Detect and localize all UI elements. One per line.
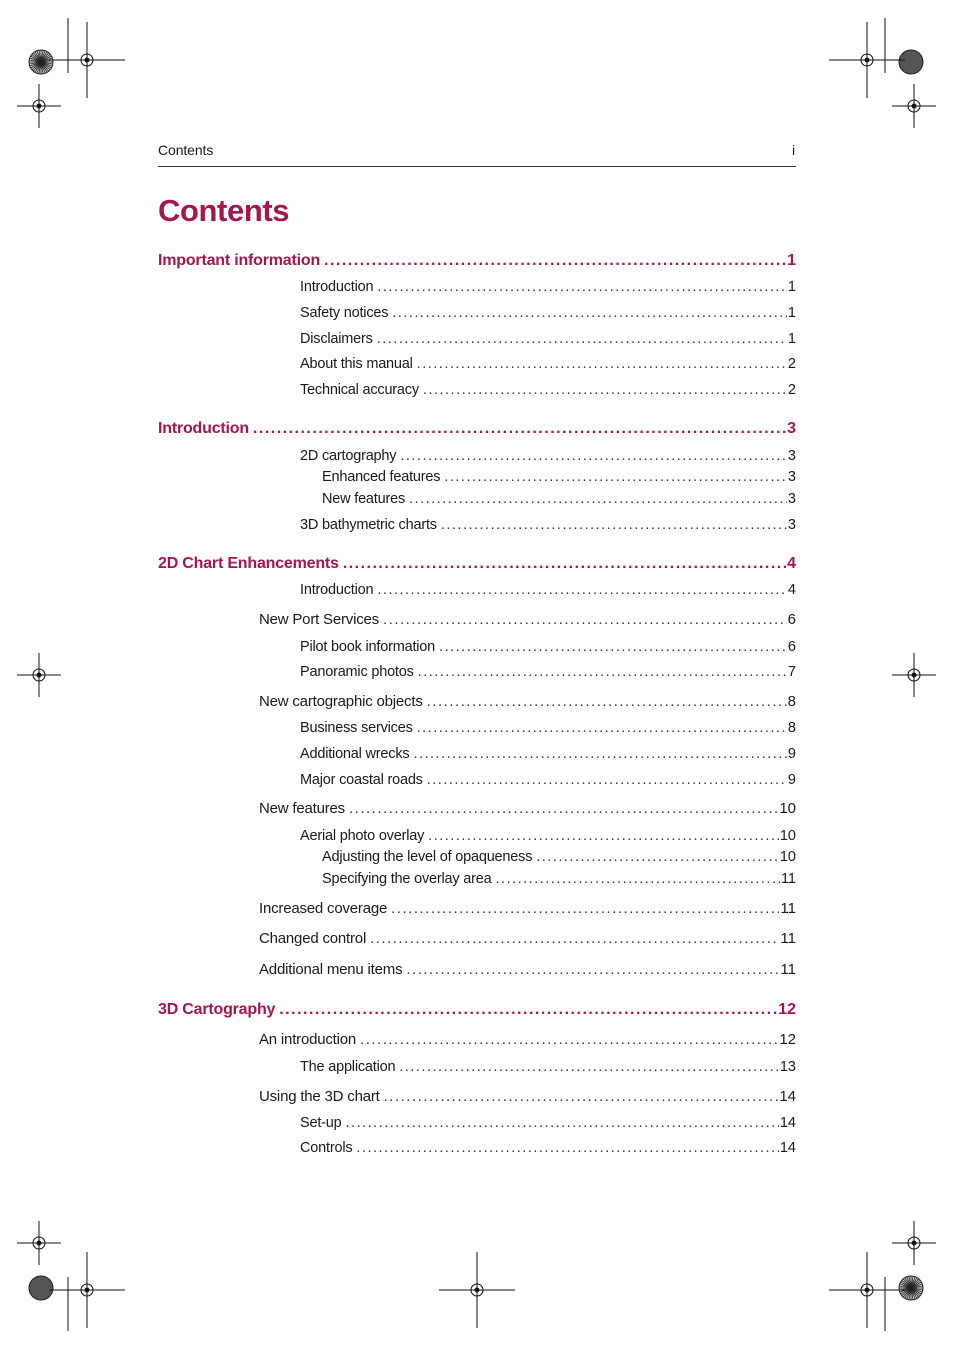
toc-entry-title: 3D Cartography — [158, 1001, 276, 1018]
toc-leader-dots — [324, 252, 786, 270]
toc-leader-dots — [413, 746, 786, 762]
toc-leader-dots — [391, 900, 779, 917]
toc-entry[interactable] — [300, 331, 796, 353]
toc-entry-title: Increased coverage — [259, 900, 388, 917]
toc-entry-page: 1 — [787, 279, 796, 295]
toc-entry-page: 7 — [787, 664, 796, 680]
toc-chapter-entry[interactable] — [158, 555, 796, 577]
toc-entry-page: 3 — [787, 420, 796, 437]
toc-entry-page: 9 — [787, 746, 796, 762]
toc-leader-dots — [377, 582, 787, 598]
toc-leader-dots — [356, 1140, 778, 1156]
toc-entry-page: 8 — [787, 693, 796, 710]
toc-entry[interactable] — [300, 772, 796, 794]
toc-entry-title: Using the 3D chart — [259, 1088, 380, 1105]
toc-leader-dots — [496, 871, 780, 887]
toc-entry-title: Changed control — [259, 930, 367, 947]
toc-entry[interactable] — [300, 720, 796, 742]
toc-leader-dots — [383, 611, 787, 628]
toc-entry-page: 14 — [779, 1140, 796, 1156]
toc-entry-title: Safety notices — [300, 305, 389, 321]
toc-entry-page: 4 — [787, 555, 796, 572]
registration-target-dot — [37, 673, 42, 678]
toc-entry-page: 11 — [780, 961, 796, 978]
toc-entry-title: Set-up — [300, 1115, 342, 1131]
toc-entry-title: New cartographic objects — [259, 693, 423, 710]
toc-entry-title: Pilot book information — [300, 639, 436, 655]
toc-entry[interactable] — [259, 961, 796, 983]
toc-entry-page: 14 — [779, 1115, 796, 1131]
toc-entry-title: New features — [322, 491, 406, 507]
toc-entry[interactable] — [300, 356, 796, 378]
toc-leader-dots — [536, 849, 779, 865]
toc-entry-page: 14 — [779, 1088, 796, 1105]
registration-target-dot — [865, 1288, 870, 1293]
toc-entry-page: 10 — [779, 828, 796, 844]
toc-leader-dots — [427, 693, 787, 710]
toc-entry[interactable] — [259, 1088, 796, 1110]
registration-target-dot — [85, 58, 90, 63]
toc-entry-title: Aerial photo overlay — [300, 828, 425, 844]
toc-entry[interactable] — [322, 491, 796, 513]
toc-leader-dots — [377, 279, 787, 295]
toc-entry-title: Major coastal roads — [300, 772, 423, 788]
toc-entry[interactable] — [300, 305, 796, 327]
toc-entry[interactable] — [259, 611, 796, 633]
toc-entry-page: 3 — [787, 448, 796, 464]
toc-entry-page: 11 — [780, 871, 796, 887]
toc-entry-title: Disclaimers — [300, 331, 373, 347]
running-header-section: Contents — [158, 142, 214, 158]
toc-entry[interactable] — [259, 800, 796, 822]
toc-chapter-entry[interactable] — [158, 420, 796, 442]
toc-entry[interactable] — [300, 1059, 796, 1081]
registration-dark-disc — [899, 50, 923, 74]
header-rule — [158, 166, 796, 167]
toc-leader-dots — [399, 1059, 779, 1075]
toc-entry-page: 6 — [787, 639, 796, 655]
toc-leader-dots — [439, 639, 787, 655]
toc-entry[interactable] — [300, 279, 796, 301]
toc-leader-dots — [417, 356, 787, 372]
toc-leader-dots — [343, 555, 786, 573]
toc-entry-title: Enhanced features — [322, 469, 441, 485]
toc-entry-page: 3 — [787, 517, 796, 533]
toc-leader-dots — [253, 420, 786, 438]
toc-entry[interactable] — [322, 871, 796, 893]
toc-entry-page: 11 — [780, 930, 796, 947]
toc-leader-dots — [349, 800, 778, 817]
toc-entry[interactable] — [259, 1031, 796, 1053]
toc-entry-title: 3D bathymetric charts — [300, 517, 437, 533]
registration-target-dot — [865, 58, 870, 63]
toc-entry-title: Introduction — [300, 582, 374, 598]
registration-target-dot — [912, 104, 917, 109]
registration-target-dot — [912, 1241, 917, 1246]
toc-leader-dots — [346, 1115, 779, 1131]
toc-entry[interactable] — [300, 1140, 796, 1162]
toc-entry-page: 10 — [779, 849, 796, 865]
toc-entry-page: 1 — [787, 305, 796, 321]
toc-entry-page: 1 — [787, 331, 796, 347]
page-title: Contents — [158, 193, 290, 228]
toc-entry-title: Introduction — [300, 279, 374, 295]
registration-target-dot — [912, 673, 917, 678]
toc-leader-dots — [406, 961, 779, 978]
toc-entry[interactable] — [300, 664, 796, 686]
toc-entry[interactable] — [259, 930, 796, 952]
toc-entry-page: 2 — [787, 382, 796, 398]
registration-target-dot — [85, 1288, 90, 1293]
toc-entry-title: Technical accuracy — [300, 382, 419, 398]
toc-entry-title: The application — [300, 1059, 396, 1075]
toc-entry-title: Business services — [300, 720, 413, 736]
toc-entry-title: Specifying the overlay area — [322, 871, 492, 887]
toc-chapter-entry[interactable] — [158, 1001, 796, 1023]
toc-leader-dots — [428, 828, 779, 844]
toc-leader-dots — [279, 1001, 777, 1019]
toc-entry[interactable] — [300, 382, 796, 404]
toc-entry-page: 2 — [787, 356, 796, 372]
toc-leader-dots — [409, 491, 787, 507]
toc-entry-title: An introduction — [259, 1031, 357, 1048]
registration-target-dot — [37, 104, 42, 109]
toc-entry-page: 12 — [779, 1031, 796, 1048]
toc-entry-title: New Port Services — [259, 611, 379, 628]
toc-leader-dots — [360, 1031, 778, 1048]
registration-target-dot — [475, 1288, 480, 1293]
toc-chapter-entry[interactable] — [158, 252, 796, 274]
toc-leader-dots — [418, 664, 787, 680]
toc-entry[interactable] — [259, 693, 796, 715]
registration-dark-disc — [29, 1276, 53, 1300]
toc-leader-dots — [400, 448, 787, 464]
toc-entry[interactable] — [322, 849, 796, 871]
toc-entry-title: About this manual — [300, 356, 413, 372]
toc-leader-dots — [423, 382, 787, 398]
running-header-page-number: i — [791, 142, 795, 158]
toc-leader-dots — [427, 772, 787, 788]
toc-entry[interactable] — [300, 828, 796, 850]
toc-entry[interactable] — [300, 517, 796, 539]
toc-leader-dots — [444, 469, 787, 485]
toc-leader-dots — [392, 305, 787, 321]
toc-entry-page: 1 — [787, 252, 796, 269]
toc-leader-dots — [417, 720, 787, 736]
toc-entry-page: 13 — [779, 1059, 796, 1075]
toc-entry-page: 4 — [787, 582, 796, 598]
toc-entry[interactable] — [300, 1115, 796, 1137]
toc-leader-dots — [441, 517, 787, 533]
toc-entry-page: 3 — [787, 491, 796, 507]
toc-entry-title: Additional menu items — [259, 961, 403, 978]
toc-leader-dots — [370, 930, 779, 947]
toc-entry[interactable] — [300, 639, 796, 661]
toc-entry-title: Additional wrecks — [300, 746, 410, 762]
toc-leader-dots — [377, 331, 787, 347]
toc-entry-title: New features — [259, 800, 345, 817]
toc-entry-page: 9 — [787, 772, 796, 788]
toc-entry[interactable] — [259, 900, 796, 922]
toc-entry[interactable] — [322, 469, 796, 491]
toc-entry[interactable] — [300, 746, 796, 768]
toc-entry-page: 3 — [787, 469, 796, 485]
toc-entry[interactable] — [300, 582, 796, 604]
toc-entry-title: Panoramic photos — [300, 664, 414, 680]
toc-entry-title: Controls — [300, 1140, 353, 1156]
toc-entry-title: Introduction — [158, 420, 249, 437]
registration-target-dot — [37, 1241, 42, 1246]
toc-entry-title: 2D Chart Enhancements — [158, 555, 339, 572]
toc-entry-title: Adjusting the level of opaqueness — [322, 849, 533, 865]
toc-entry-page: 6 — [787, 611, 796, 628]
toc-entry[interactable] — [300, 448, 796, 470]
toc-entry-page: 12 — [778, 1001, 796, 1018]
toc-leader-dots — [384, 1088, 779, 1105]
toc-entry-title: 2D cartography — [300, 448, 397, 464]
toc-entry-title: Important information — [158, 252, 321, 269]
toc-entry-page: 10 — [779, 800, 796, 817]
toc-entry-page: 8 — [787, 720, 796, 736]
toc-entry-page: 11 — [780, 900, 796, 917]
